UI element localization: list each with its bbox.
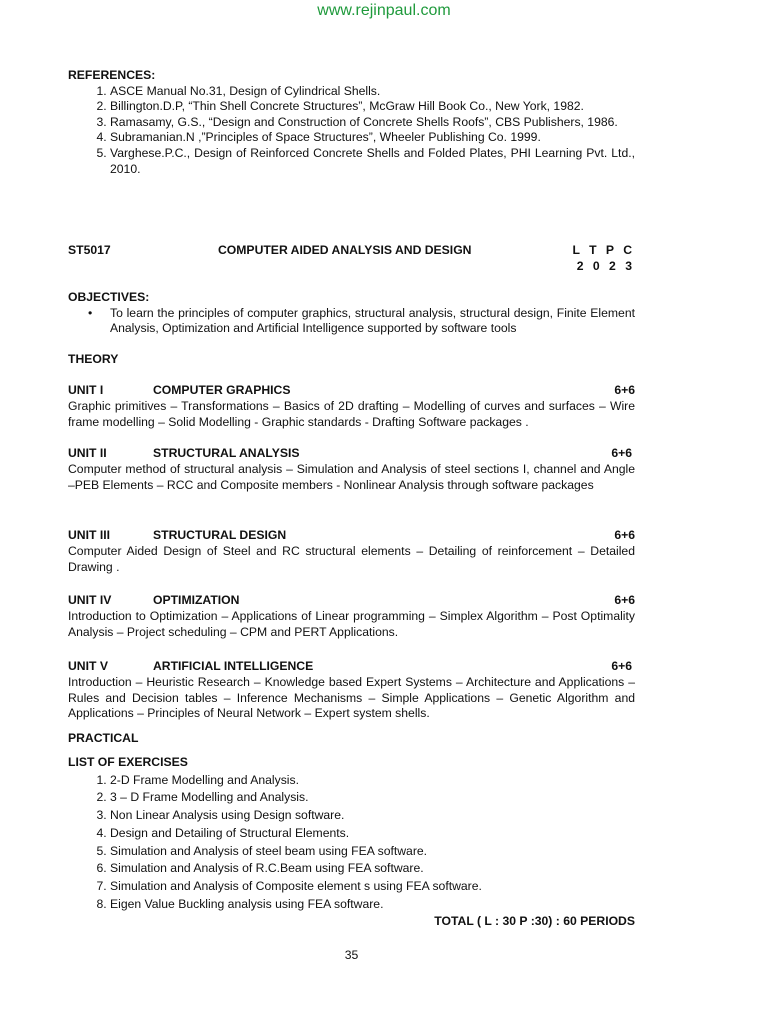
exercises-heading: LIST OF EXERCISES bbox=[68, 755, 188, 769]
unit-number: UNIT II bbox=[68, 446, 107, 460]
unit-body: Computer Aided Design of Steel and RC structural elements – Detailing of reinforcement – Detailed Drawing . bbox=[68, 544, 635, 574]
reference-item: 4. Subramanian.N ,”Principles of Space Structures”, Wheeler Publishing Co. 1999. bbox=[110, 130, 635, 146]
exercise-item: 7. Simulation and Analysis of Composite element s using FEA software. bbox=[110, 878, 635, 896]
unit-title: COMPUTER GRAPHICS bbox=[153, 383, 291, 397]
reference-item: 3. Ramasamy, G.S., “Design and Construction of Concrete Shells Roofs”, CBS Publishers, 1986. bbox=[110, 115, 635, 131]
references-list bbox=[68, 84, 635, 178]
ltpc-values: 2 0 2 3 bbox=[576, 258, 635, 273]
unit-title: ARTIFICIAL INTELLIGENCE bbox=[153, 659, 314, 673]
objectives-heading: OBJECTIVES: bbox=[68, 290, 150, 304]
theory-heading: THEORY bbox=[68, 352, 119, 366]
reference-item: 2. Billington.D.P, “Thin Shell Concrete Structures”, McGraw Hill Book Co., New York, 1982. bbox=[110, 99, 635, 115]
reference-item: 1. ASCE Manual No.31, Design of Cylindrical Shells. bbox=[110, 84, 635, 100]
page-number: 35 bbox=[344, 948, 359, 962]
exercise-item: 4. Design and Detailing of Structural Elements. bbox=[110, 825, 635, 843]
unit-2 bbox=[68, 446, 635, 493]
practical-heading: PRACTICAL bbox=[68, 731, 139, 745]
course-code: ST5017 bbox=[68, 243, 111, 257]
header-url[interactable]: www.rejinpaul.com bbox=[317, 2, 451, 19]
unit-1 bbox=[68, 383, 635, 430]
unit-title: OPTIMIZATION bbox=[153, 593, 240, 607]
unit-body: Introduction – Heuristic Research – Knowledge based Expert Systems – Architecture and Applications – Rules and Decision tables – Inference Mechanisms – Simple Applications – Genetic Algorithm and Applications – Principles of Neural Network – Expert system shells. bbox=[68, 675, 635, 721]
unit-5 bbox=[68, 659, 635, 722]
exercise-item: 6. Simulation and Analysis of R.C.Beam using FEA software. bbox=[110, 860, 635, 878]
course-title: COMPUTER AIDED ANALYSIS AND DESIGN bbox=[218, 243, 472, 257]
unit-hours: 6+6 bbox=[614, 383, 635, 397]
total-periods: TOTAL ( L : 30 P :30) : 60 PERIODS bbox=[434, 914, 635, 929]
exercises-section bbox=[68, 754, 635, 931]
unit-number: UNIT III bbox=[68, 528, 110, 542]
course-header bbox=[68, 243, 635, 275]
objective-item: • To learn the principles of computer graphics, structural analysis, structural design, Finite Element Analysis, Optimization and Artificial Intelligence supported by software tools bbox=[88, 305, 635, 336]
unit-hours: 6+6 bbox=[611, 446, 632, 460]
unit-title: STRUCTURAL DESIGN bbox=[153, 528, 287, 542]
references-heading: REFERENCES: bbox=[68, 68, 156, 82]
unit-4 bbox=[68, 593, 635, 640]
exercise-item: 2. 3 – D Frame Modelling and Analysis. bbox=[110, 789, 635, 807]
unit-3 bbox=[68, 528, 635, 575]
unit-hours: 6+6 bbox=[614, 528, 635, 542]
ltpc-block bbox=[572, 243, 635, 274]
unit-body: Graphic primitives – Transformations – Basics of 2D drafting – Modelling of curves and surfaces – Wire frame modelling – Solid Modelling - Graphic standards - Drafting Software packages . bbox=[68, 399, 635, 429]
unit-number: UNIT V bbox=[68, 659, 108, 673]
ltpc-labels: L T P C bbox=[572, 243, 635, 257]
exercise-item: 3. Non Linear Analysis using Design software. bbox=[110, 807, 635, 825]
unit-hours: 6+6 bbox=[614, 593, 635, 607]
bullet-icon: • bbox=[88, 305, 93, 320]
unit-title: STRUCTURAL ANALYSIS bbox=[153, 446, 300, 460]
objectives-section bbox=[68, 290, 635, 337]
exercises-list bbox=[68, 772, 635, 914]
unit-hours: 6+6 bbox=[611, 659, 632, 673]
reference-item: 5. Varghese.P.C., Design of Reinforced Concrete Shells and Folded Plates, PHI Learning Pvt. Ltd., 2010. bbox=[110, 146, 635, 177]
unit-body: Computer method of structural analysis – Simulation and Analysis of steel sections I, channel and Angle –PEB Elements – RCC and Composite members - Nonlinear Analysis through software packages bbox=[68, 462, 635, 492]
exercise-item: 1. 2-D Frame Modelling and Analysis. bbox=[110, 772, 635, 790]
references-section bbox=[68, 68, 635, 177]
unit-number: UNIT I bbox=[68, 383, 104, 397]
unit-number: UNIT IV bbox=[68, 593, 112, 607]
exercise-item: 5. Simulation and Analysis of steel beam using FEA software. bbox=[110, 843, 635, 861]
unit-body: Introduction to Optimization – Applications of Linear programming – Simplex Algorithm – Post Optimality Analysis – Project scheduling – CPM and PERT Applications. bbox=[68, 609, 635, 639]
exercise-item: 8. Eigen Value Buckling analysis using FEA software. bbox=[110, 896, 635, 914]
